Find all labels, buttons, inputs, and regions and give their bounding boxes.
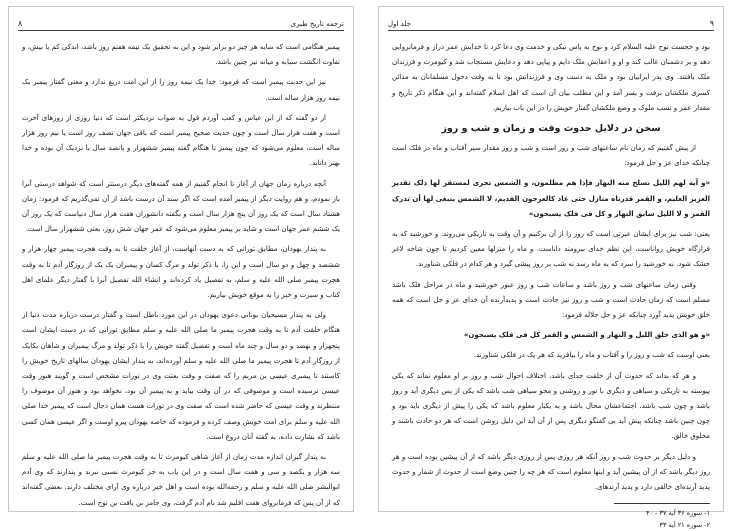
left-page	[8, 6, 354, 512]
right-page-body	[392, 40, 710, 530]
left-paragraph-7: به پندار گبران اندازه مدت زمان از آغاز شاهی کیومرث تا به وقت هجرت پیمبر ما صلی الله علیه و سلم سه هزار و یکصد و سی و هفت سال است و در این باب به جز کیومرث نسبی نبرند و پندارند که وی آدم ابوالبشر صلی الله علیه و سلم و رحمه‌الله بوده است و اهل خبر درباره وی آرای مختلف دارند. بعضی گفته‌اند که از آن پس که فرمانروای هفت اقلیم شد نام آدم گرفت، وی جامر بن یافث بن نوح است.	[22, 453, 340, 507]
left-page-number: ۸	[18, 19, 23, 28]
left-page-header	[18, 14, 344, 31]
right-paragraph-4: و دلیل دیگر بر حدوث شب و روز آنکه هر روزی پس از روزی دیگر باشد که از آن پیشین بوده است و هر روز دیگر باشد که از آن پیشین آید و اینها معلوم است که هر چه را چنین وضع است از حدوث از شمار و حدوث پدید آرنده‌ای خالقی دارد و پدید آرندهای.	[392, 452, 710, 492]
verse-2-translation: یعنی اوست که شب و روز را و آفتاب و ماه را بیافرید که هر یک در فلکی شناورند.	[473, 351, 710, 360]
right-paragraph-2: وقتی زمان ساعتهای شب و روز باشد و ساعات شب و روز عبور خورشید و ماه در مراحل فلک باشد مسلم است که زمان حادث است و شب و روز نیز حادث است و پدیدآرنده آن خدای عز و جل است که همه خلق خویش پدید آورد چنانکه عز و جل جلاله فرمود:	[392, 280, 710, 320]
left-paragraph-5: به پندار یهودان، مطابق تورانی که به دست آنهاست، از آغاز خلقت تا به وقت هجرت پیمبر چهار هزار و ششصد و چهل و دو سال است و این را، با ذکر تولد و مرگ کسان و پیمبران یک یک از روزگار آدم تا به وقت هجرت پیمبر صلی الله علیه و سلم، به تفصیل یاد کرده‌اند و انشاء الله تفصیل آنرا با گفتار دیگر علمای اهل کتاب و سیرت و خبر را به موقع خویش بیاریم.	[22, 245, 340, 300]
verse-1-translation: یعنی: شب نیز برای ایشان عبرتی است که روز را از آن برکنیم و آن وقت به تاریکی می‌روند. و خورشید که به قرارگاه خویش رواناست، این نظم خدای نیرومند داناست. و ماه را منزلها معین کردیم تا چون شاخه لاغر خشک شود. نه خورشید را سزد که به ماه رسد نه شب بر روز پیشی گیرد و هر کدام در فلکی شناورند.	[392, 230, 710, 269]
footnote-2: ۲- سوره ۲۱ آیه ۳۳	[659, 521, 710, 530]
left-paragraph-3: از دو گفته که از ابن عباس و کعب آوردم قول به صواب نزدیکتر است که دنیا روزی از روزهای آخرت است و هفت هزار سال است و چون حدیث صحیح پیمبر است که باقی جهان نصف روز است یا نیم روز هزار ساله است، معلوم می‌شود که چون پیمبر تا هنگام گفته پیمبر ششهزار و پانصد سال یا نزدیک آن بوده و خدا بهتر داناند.	[22, 113, 340, 168]
left-paragraph-2: نیز این حدیث پیمبر است که فرمود: خدا یک نیمه روز را از این امت دریغ ندارد و معنی گفتار پیمبر یک نیمه روز هزار ساله است.	[22, 78, 340, 102]
left-header-title: ترجمه تاریخ طبری	[290, 20, 344, 28]
right-intro-paragraph: بود و خجست نوح علیه السلام کرد و نوح به پاس نیکی و خدمت وی دعا کرد تا خدایش عمر دراز و فرمانروایی دهد و بر دشمنان غالب کند و او و اعقابش ملک دایم و پیاپی دهد و دعایش مستجاب شد و کیومرث و فرزندان ملک یافتند. وی پدر ایرانیان بود و ملک به دست وی و فرزندانش بود تا به وقت دخول مسلمانان به مدائن کسری ملکشان برفت و بسر آمد و این مطلب بیان آن است که اهل اسلام گفته‌اند و این هنگام ذکر تاریخ و مقدار عمر و نسب ملوک و وضع ملکشان گفتار خویش را در این باب بیاریم.	[392, 43, 710, 112]
left-paragraph-1: پیمبر هنگامی است که سایه هر چیز دو برابر شود و این به تحقیق یک نیمه هفتم روز باشد، اندکی کم یا بیش، و تفاوت انگشت سبابه و میانه نیز چنین باشد.	[22, 43, 340, 67]
right-header-title: جلد اول	[388, 20, 411, 28]
footnote-1: ۱- سوره ۳۶ آیه ۳۷ - ۴۰	[646, 509, 710, 518]
quranic-verse-2: «و هو الذی خلق اللیل و النهار و الشمس و القمر کل فی فلک یسبحون»	[463, 331, 710, 340]
quranic-verse-1: «و آیة لهم اللیل نسلخ منه النهار فإذا هم مظلمون، و الشمس تجری لمستقر لها ذلک تقدیر العزیز العلیم، و القمر قدرناه منازل حتی عاد کالعرجون القدیم، لا الشمس ینبغی لها أن تدرک القمر و لا اللیل سابق النهار و کل فی فلک یسبحون»	[392, 179, 710, 218]
right-page	[378, 6, 724, 530]
right-page-header	[388, 14, 714, 31]
section-heading: سخن در دلایل حدوث وقت و زمان و شب و روز	[441, 123, 661, 135]
section-intro: از پیش گفتیم که زمان نام ساعتهای شب و روز است و شب و روز مقدار سیر آفتاب و ماه در فلک است چنانکه خدای عز و جل فرمود:	[392, 144, 710, 168]
left-page-body	[22, 40, 340, 507]
left-paragraph-6: ولی به پندار مسیحیان یونانی دعوی یهودان در این مورد باطل است و گفتار درست درباره مدت دنیا از هنگام خلقت آدم تا به وقت هجرت پیمبر ما صلی الله علیه و سلم مطابق تورانی که در دست ایشان است پنجهزار و نهصد و دو سال و چند ماه است و تفصیل گفته خویش را با ذکر تولد و مرگ پیمبران و شاهان یکایک از روزگار آدم تا هجرت پیمبر ما صلی الله علیه و سلم آورده‌اند، به پندار ایشان یهودان سالهای تاریخ خویش را کاستند تا پیمبری عیسی بن مریم را که صفت و وقت بعثت وی در تورات مشخص است و گویند هنوز وقت عیسی نرسیده است و موصوفی که در آن وقت بیاید و به پیمبر آن بود، نخواهد بود و هنوز آن موصوف را منتظرند و وقت عیسی که حاضر شده است که صفت وی در تورات هست همان دجال است که پیمبر خدا صلی الله علیه و سلم برای امت خویش وصف کرده و فرموده که خاصه یهودان پیرو اوست و اگر عیسی همان کسی باشد که بشارت داده، به گفته آنان دروغ است.	[22, 311, 340, 441]
footnotes	[614, 503, 710, 531]
right-paragraph-3: و هر که بداند که حدوث آن از خلقت خدای باشد، اختلاف احوال شب و روز بر او معلوم نماند که یکی پیوسته به تاریکی و سیاهی و دیگری با نور و روشنی و محو سیاهی شب باشد که یکی از پس دیگری آید و روز باشد و چون شب باشد، اجتماعشان محال باشد و به یکبار معلوم باشد که یکی را پیش از دیگری باید بود و چون چنین باشد چنانکه پیش آید بی گفتگو دیگری پس از آن آید این دلیل روشن است که هر دو حادث باشند و مخلوق خالق.	[392, 371, 710, 441]
right-page-number: ۹	[709, 19, 714, 28]
left-paragraph-4: آنچه درباره زمان جهان از آغاز تا انجام گفتیم از همه گفته‌های دیگر درستتر است که شواهد درستی آنرا باز نمودم، و هم روایت دیگر از پیمبر آمده است که اگر سند آن درست باشد از آن نمی‌گذریم که فرمود: زمان هشتاد سال است که یک روز آن پنج هزار سال است و بگفته دانشوران هفت هزار سال دنیاست که یک روز آن یک ششم عمر جهان است و شاید بر پیمبر معلوم می‌شود که عمر جهان شش روز، یعنی ششهزار سال است.	[22, 179, 340, 234]
